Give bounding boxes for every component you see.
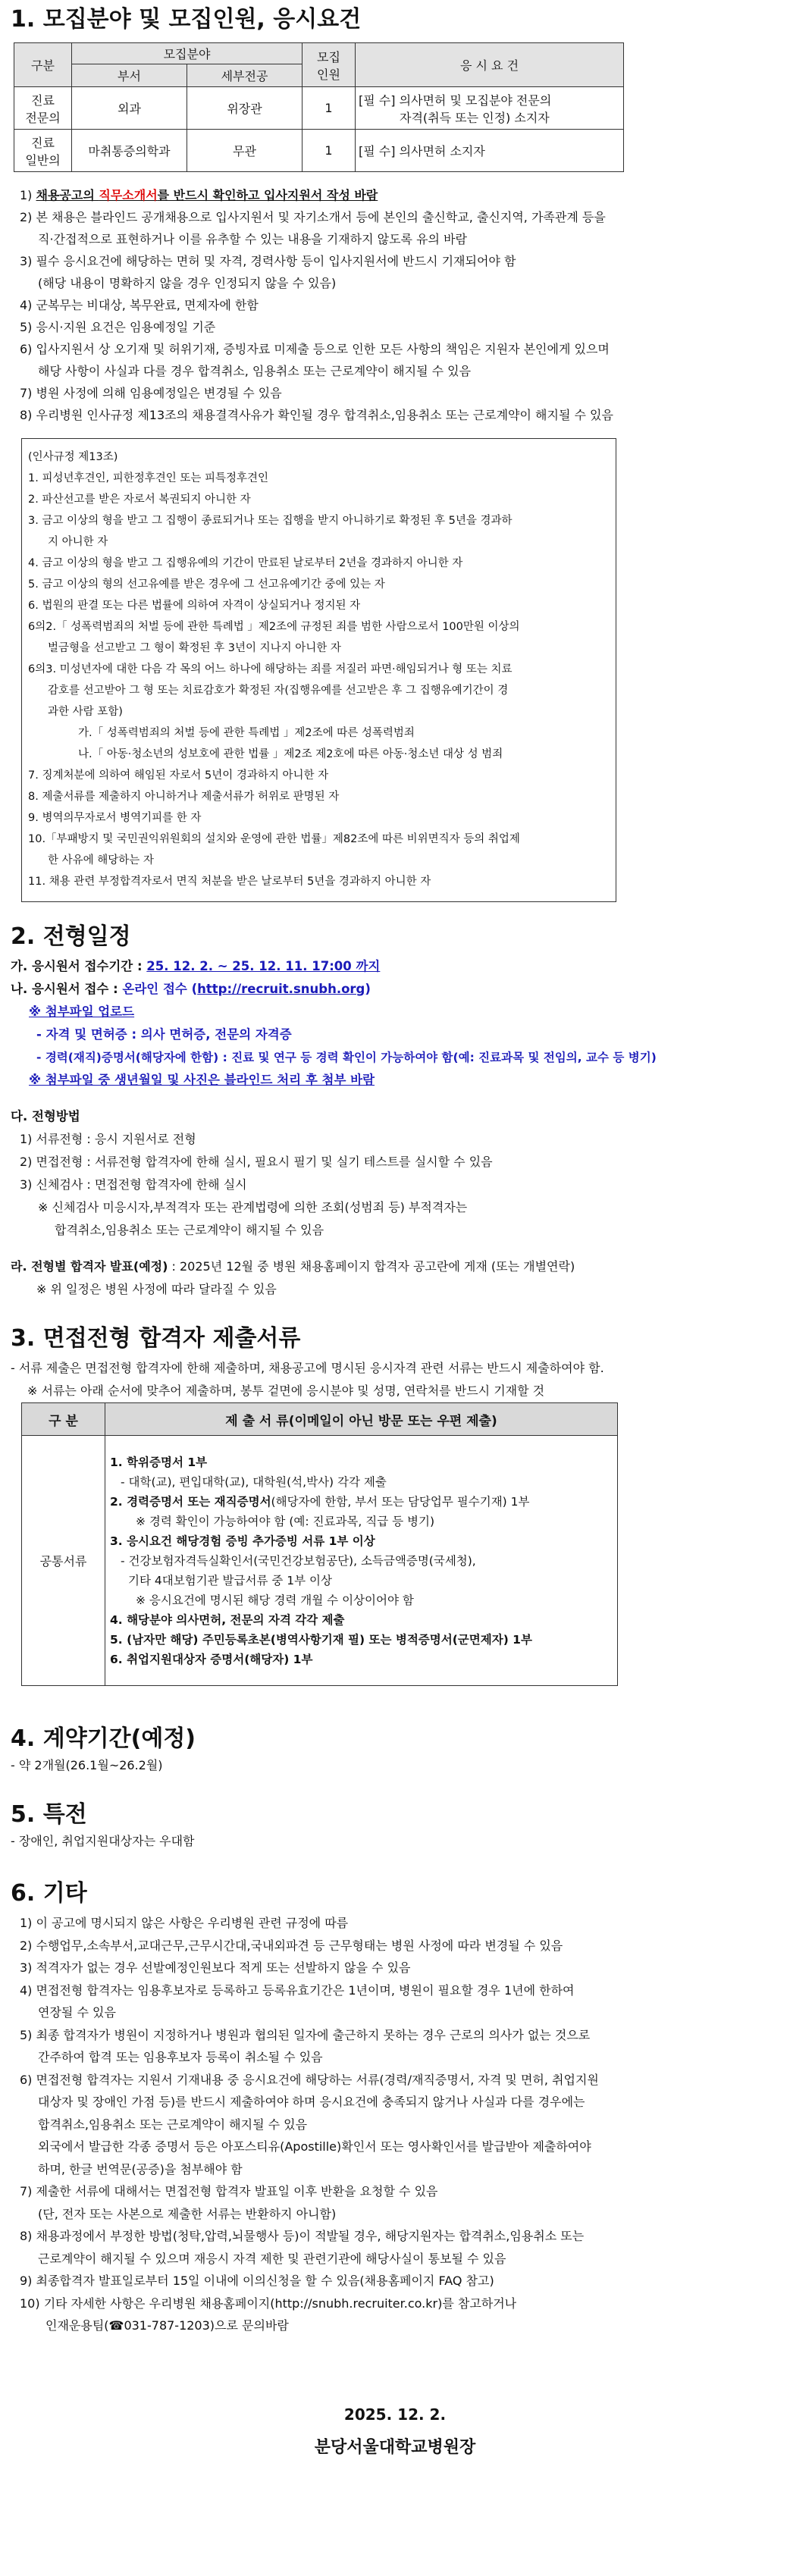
attach-blind-note: ※ 첨부파일 중 생년월일 및 사진은 블라인드 처리 후 첨부 바람 [29, 1073, 375, 1087]
etc-7: 7) 제출한 서류에 대해서는 면접전형 합격자 발표일 이후 반환을 요청할 수 있음 [20, 2184, 438, 2198]
rule-item: 8. 제출서류를 제출하지 아니하거나 제출서류가 허위로 판명된 자 [28, 791, 340, 803]
rule-item: 2. 파산선고를 받은 자로서 복권되지 아니한 자 [28, 494, 251, 506]
etc-9: 9) 최종합격자 발표일로부터 15일 이내에 이의신청을 할 수 있음(채용홈페이지 FAQ 참고) [20, 2274, 494, 2288]
rule-item-cont: 과한 사람 포함) [48, 706, 123, 718]
apply-method: 나. 응시원서 접수 : 온라인 접수 (http://recruit.snubh.org) [11, 982, 371, 996]
docs-table [21, 1402, 618, 1686]
etc-2: 2) 수행업무,소속부서,교대근무,근무시간대,국내외파견 등 근무형태는 병원 사정에 따라 변경될 수 있음 [20, 1938, 563, 1953]
etc-6-cont: 합격취소,임용취소 또는 근로계약이 해지될 수 있음 [38, 2117, 308, 2132]
section2-title: 2. 전형일정 [11, 923, 131, 950]
rule-item: 9. 병역의무자로서 병역기피를 한 자 [28, 812, 202, 824]
method-3-note-cont: 합격취소,임용취소 또는 근로계약이 해지될 수 있음 [55, 1223, 324, 1237]
doc-item: 6. 취업지원대상자 증명서(해당자) 1부 [110, 1652, 313, 1666]
doc-subitem: - 대학(교), 편입대학(교), 대학원(석,박사) 각각 제출 [121, 1474, 387, 1489]
note-3-cont: (해당 내용이 명확하지 않을 경우 인정되지 않을 수 있음) [38, 276, 337, 290]
personnel-rule-box [21, 438, 616, 902]
benefit-text: - 장애인, 취업지원대상자는 우대함 [11, 1834, 195, 1848]
attach-item-1: - 자격 및 면허증 : 의사 면허증, 전문의 자격증 [36, 1027, 292, 1042]
recruit-link[interactable]: http://recruit.snubh.org [197, 982, 365, 996]
th-docs-gubun: 구 분 [22, 1403, 105, 1436]
cell-count: 1 [303, 87, 356, 130]
th-dept: 부서 [72, 64, 187, 87]
rule-subitem: 나.「 아동·청소년의 성보호에 관한 법률 」제2조 제2호에 따른 아동·청소년 대상 성 범죄 [78, 748, 503, 760]
th-gubun: 구분 [14, 43, 72, 87]
method-2: 2) 면접전형 : 서류전형 합격자에 한해 실시, 필요시 필기 및 실기 테스트를 실시할 수 있음 [20, 1155, 493, 1169]
rule-item: 1. 피성년후견인, 피한정후견인 또는 피특정후견인 [28, 472, 269, 484]
rule-item-cont: 벌금형을 선고받고 그 형이 확정된 후 3년이 지나지 아니한 자 [48, 642, 341, 654]
rule-item: 4. 금고 이상의 형을 받고 그 집행유예의 기간이 만료된 날로부터 2년을 경과하지 아니한 자 [28, 557, 463, 569]
docs-intro-1: - 서류 제출은 면접전형 합격자에 한해 제출하며, 채용공고에 명시된 응시자격 관련 서류는 반드시 제출하여야 함. [11, 1361, 604, 1375]
note-5: 5) 응시·지원 요건은 임용예정일 기준 [20, 320, 216, 334]
cell-count: 1 [303, 130, 356, 172]
rule-item-cont: 한 사유에 해당하는 자 [48, 854, 154, 867]
note-6: 6) 입사지원서 상 오기재 및 허위기재, 증빙자료 미제출 등으로 인한 모든 사항의 책임은 지원자 본인에게 있으며 [20, 342, 610, 356]
schedule-note: ※ 위 일정은 병원 사정에 따라 달라질 수 있음 [36, 1282, 277, 1296]
section1-notes [11, 184, 779, 426]
section5-title: 5. 특전 [11, 1801, 87, 1828]
rule-item: 11. 채용 관련 부정합격자로서 면직 처분을 받은 날로부터 5년을 경과하지 아니한 자 [28, 876, 431, 888]
etc-8-cont: 근로계약이 해지될 수 있으며 재응시 자격 제한 및 관련기관에 해당사실이 통보될 수 있음 [38, 2251, 506, 2266]
cell-docs-list [105, 1436, 618, 1686]
doc-item: 1. 학위증명서 1부 [110, 1455, 208, 1469]
table-row [22, 1436, 618, 1686]
doc-item: 4. 해당분야 의사면허, 전문의 자격 각각 제출 [110, 1612, 345, 1627]
rule-item: 5. 금고 이상의 형의 선고유예를 받은 경우에 그 선고유예기간 중에 있는 자 [28, 578, 385, 591]
etc-6-cont: 외국에서 발급한 각종 증명서 등은 아포스티유(Apostille)확인서 또는 영사확인서를 발급받아 제출하여야 [38, 2139, 591, 2154]
doc-subitem: - 건강보험자격득실확인서(국민건강보험공단), 소득금액증명(국세청), [121, 1553, 476, 1568]
doc-subitem: ※ 응시요건에 명시된 해당 경력 개월 수 이상이어야 함 [136, 1593, 414, 1607]
issuer-signature: 분당서울대학교병원장 [314, 2437, 476, 2457]
rule-item: 6의3. 미성년자에 대한 다음 각 목의 어느 하나에 해당하는 죄를 저질러 파면·해임되거나 형 또는 치료 [28, 663, 513, 675]
th-req: 응 시 요 건 [356, 43, 624, 87]
etc-5: 5) 최종 합격자가 병원이 지정하거나 병원과 협의된 일자에 출근하지 못하는 경우 근로의 의사가 없는 것으로 [20, 2027, 591, 2042]
result-announce: 라. 전형별 합격자 발표(예정) : 2025년 12월 중 병원 채용홈페이지 합격자 공고란에 게재 (또는 개별연락) [11, 1259, 575, 1274]
th-count: 모집 인원 [303, 43, 356, 87]
etc-7-cont: (단, 전자 또는 사본으로 제출한 서류는 반환하지 아니함) [38, 2206, 337, 2221]
table-row [14, 130, 624, 172]
etc-6-cont: 하며, 한글 번역문(공증)을 첨부해야 함 [38, 2161, 243, 2176]
cell-common-docs: 공통서류 [22, 1436, 105, 1686]
table-row [14, 87, 624, 130]
doc-item: 2. 경력증명서 또는 재직증명서(해당자에 한함, 부서 또는 담당업무 필수기재) 1부 [110, 1494, 530, 1509]
etc-4-cont: 연장될 수 있음 [38, 2005, 116, 2020]
note-3: 3) 필수 응시요건에 해당하는 면허 및 자격, 경력사항 등이 입사지원서에 반드시 기재되어야 함 [20, 254, 516, 268]
method-1: 1) 서류전형 : 응시 지원서로 전형 [20, 1132, 196, 1146]
attach-note: ※ 첨부파일 업로드 [29, 1004, 135, 1019]
docs-intro-2: ※ 서류는 아래 순서에 맞추어 제출하며, 봉투 겉면에 응시분야 및 성명, 연락처를 반드시 기재할 것 [27, 1384, 545, 1398]
method-3: 3) 신체검사 : 면접전형 합격자에 한해 실시 [20, 1177, 247, 1192]
cell-dept: 외과 [72, 87, 187, 130]
section6-title: 6. 기타 [11, 1880, 87, 1907]
etc-6: 6) 면접전형 합격자는 지원서 기재내용 중 응시요건에 해당하는 서류(경력/재직증명서, 자격 및 면허, 취업지원 [20, 2072, 599, 2087]
note-4: 4) 군복무는 비대상, 복무완료, 면제자에 한함 [20, 298, 259, 312]
method-3-note: ※ 신체검사 미응시자,부적격자 또는 관계법령에 의한 조회(성범죄 등) 부적격자는 [38, 1200, 468, 1214]
rule-item-cont: 지 아니한 자 [48, 536, 108, 548]
section4-title: 4. 계약기간(예정) [11, 1725, 196, 1752]
cell-req: [필 수] 의사면허 소지자 [356, 130, 624, 172]
selection-method-title: 다. 전형방법 [11, 1109, 80, 1123]
contract-period: - 약 2개월(26.1월~26.2월) [11, 1758, 163, 1772]
rule-item: 10.「부패방지 및 국민권익위원회의 설치와 운영에 관한 법률」제82조에 따른 비위면직자 등의 취업제 [28, 833, 520, 845]
cell-dept: 마취통증의학과 [72, 130, 187, 172]
rule-item: 6. 법원의 판결 또는 다른 법률에 의하여 자격이 상실되거나 정지된 자 [28, 600, 361, 612]
section1-title: 1. 모집분야 및 모집인원, 응시요건 [11, 6, 362, 33]
note-2-cont: 직·간접적으로 표현하거나 이를 유추할 수 있는 내용을 기재하지 않도록 유의 바람 [38, 232, 467, 246]
etc-4: 4) 면접전형 합격자는 임용후보자로 등록하고 등록유효기간은 1년이며, 병원이 필요할 경우 1년에 한하여 [20, 1982, 575, 1998]
etc-3: 3) 적격자가 없는 경우 선발예정인원보다 적게 또는 선발하지 않을 수 있음 [20, 1960, 411, 1975]
doc-subitem: 기타 4대보험기관 발급서류 중 1부 이상 [128, 1573, 332, 1587]
doc-subitem: ※ 경력 확인이 가능하여야 함 (예: 진료과목, 직급 등 병기) [136, 1514, 435, 1528]
note-2: 2) 본 채용은 블라인드 공개채용으로 입사지원서 및 자기소개서 등에 본인의 출신학교, 출신지역, 가족관계 등을 [20, 210, 606, 224]
apply-period: 가. 응시원서 접수기간 : 25. 12. 2. ~ 25. 12. 11. 17:00 까지 [11, 959, 381, 973]
etc-10-cont: 인재운용팀(☎031-787-1203)으로 문의바람 [45, 2318, 289, 2333]
note-7: 7) 병원 사정에 의해 임용예정일은 변경될 수 있음 [20, 386, 282, 400]
etc-5-cont: 간주하여 합격 또는 임용후보자 등록이 취소될 수 있음 [38, 2050, 323, 2064]
cell-gubun: 진료 전문의 [14, 87, 72, 130]
notice-date: 2025. 12. 2. [343, 2405, 447, 2424]
th-spec: 세부전공 [187, 64, 303, 87]
th-field: 모집분야 [72, 43, 303, 64]
rule-subitem: 가.「 성폭력범죄의 처벌 등에 관한 특례법 」제2조에 따른 성폭력범죄 [78, 727, 415, 739]
cell-spec: 위장관 [187, 87, 303, 130]
etc-8: 8) 채용과정에서 부정한 방법(청탁,압력,뇌물행사 등)이 적발될 경우, 해당지원자는 합격취소,임용취소 또는 [20, 2229, 585, 2243]
recruit-table [14, 42, 624, 172]
attach-item-2: - 경력(재직)증명서(해당자에 한함) : 진료 및 연구 등 경력 확인이 가능하여야 함(예: 진료과목 및 전임의, 교수 등 병기) [36, 1051, 657, 1064]
rule-item: 3. 금고 이상의 형을 받고 그 집행이 종료되거나 또는 집행을 받지 아니하기로 확정된 후 5년을 경과하 [28, 515, 513, 527]
etc-6-cont: 대상자 및 장애인 가점 등)를 반드시 제출하여야 하며 응시요건에 충족되지 않거나 사실과 다를 경우에는 [38, 2095, 585, 2109]
note-8: 8) 우리병원 인사규정 제13조의 채용결격사유가 확인될 경우 합격취소,임용취소 또는 근로계약이 해지될 수 있음 [20, 408, 613, 422]
cell-gubun: 진료 일반의 [14, 130, 72, 172]
cell-req: [필 수] 의사면허 및 모집분야 전문의 자격(취득 또는 인정) 소지자 [356, 87, 624, 130]
section6-notes [11, 1912, 779, 2337]
rule-item: 7. 징계처분에 의하여 해임된 자로서 5년이 경과하지 아니한 자 [28, 769, 329, 782]
rule-item-cont: 감호를 선고받아 그 형 또는 치료감호가 확정된 자(집행유예를 선고받은 후 그 집행유예기간이 경 [48, 685, 509, 697]
note-6-cont: 해당 사항이 사실과 다를 경우 합격취소, 임용취소 또는 근로계약이 해지될 수 있음 [38, 364, 472, 378]
cell-spec: 무관 [187, 130, 303, 172]
etc-1: 1) 이 공고에 명시되지 않은 사항은 우리병원 관련 규정에 따름 [20, 1916, 349, 1930]
doc-item: 3. 응시요건 해당경험 증빙 추가증빙 서류 1부 이상 [110, 1534, 375, 1548]
section3-title: 3. 면접전형 합격자 제출서류 [11, 1325, 301, 1352]
etc-10: 10) 기타 자세한 사항은 우리병원 채용홈페이지(http://snubh.recruiter.co.kr)를 참고하거나 [20, 2296, 517, 2311]
th-docs-list: 제 출 서 류(이메일이 아닌 방문 또는 우편 제출) [105, 1403, 618, 1436]
doc-item: 5. (남자만 해당) 주민등록초본(병역사항기재 필) 또는 병적증명서(군면제자) 1부 [110, 1632, 532, 1647]
rule-item: 6의2.「 성폭력범죄의 처벌 등에 관한 특례법 」제2조에 규정된 죄를 범한 사람으로서 100만원 이상의 [28, 621, 520, 633]
rule-head: (인사규정 제13조) [28, 451, 118, 463]
note-1: 1) 채용공고의 직무소개서를 반드시 확인하고 입사지원서 작성 바람 [20, 188, 378, 202]
